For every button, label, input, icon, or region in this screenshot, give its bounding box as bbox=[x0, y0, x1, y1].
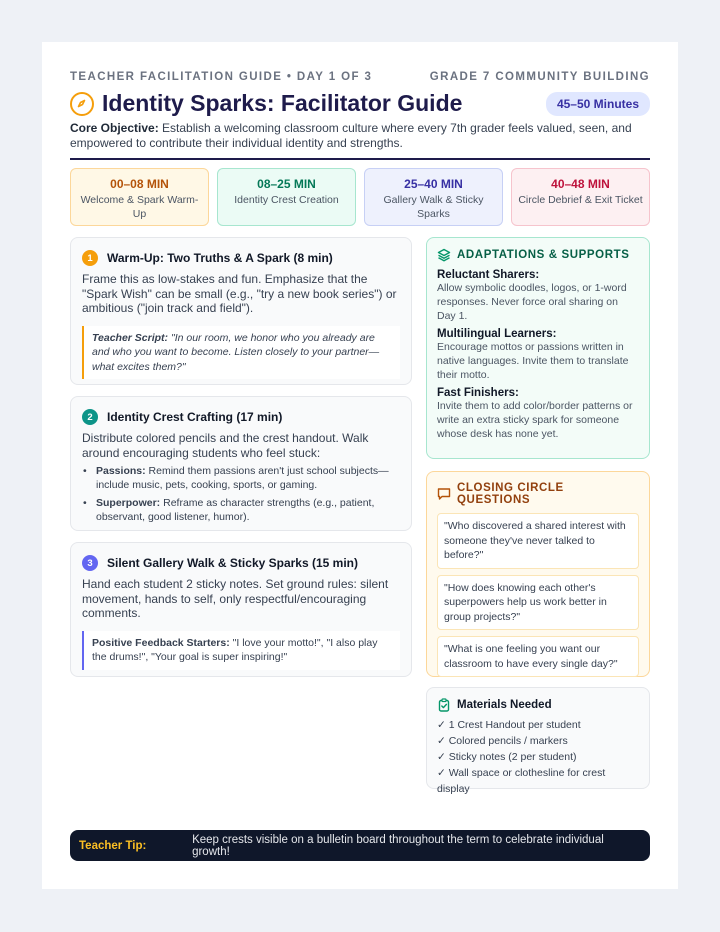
step-heading bbox=[82, 555, 400, 571]
tip-text: Keep crests visible on a bulletin board throughout the term to celebrate individual growth! bbox=[192, 833, 604, 858]
adaptations-heading bbox=[437, 248, 639, 262]
tips-list bbox=[82, 464, 400, 524]
script-label: Teacher Script: bbox=[92, 331, 169, 344]
adaptation-text: Invite them to add color/border patterns or write an extra sticky spark for someone whose desk has none yet. bbox=[437, 400, 633, 440]
closing-title: CLOSING CIRCLE QUESTIONS bbox=[457, 482, 564, 506]
step-heading bbox=[82, 250, 400, 266]
guide-page bbox=[42, 42, 678, 889]
phase-time: 40–48 MIN bbox=[551, 177, 610, 191]
step-description: Hand each student 2 sticky notes. Set ground rules: silent movement, hands to self, only respectful/encouraging comments. bbox=[82, 577, 389, 620]
closing-question: "How does knowing each other's superpowers help us work better in group projects?" bbox=[437, 575, 639, 631]
closing-heading bbox=[437, 482, 639, 506]
starter-text: "I love your motto!", "I also play the drums!", "Your goal is super inspiring!" bbox=[92, 636, 378, 663]
starter-label: Positive Feedback Starters: bbox=[92, 636, 230, 649]
step-title: Warm-Up: Two Truths & A Spark (8 min) bbox=[107, 251, 333, 265]
step-description: Frame this as low-stakes and fun. Emphasize that the "Spark Wish" can be small (e.g., "try a new book series") or ambitious ("join track and field"). bbox=[82, 272, 397, 315]
phase-time: 08–25 MIN bbox=[257, 177, 316, 191]
step-card-warmup bbox=[70, 237, 412, 385]
grade-label: GRADE 7 COMMUNITY BUILDING bbox=[429, 71, 650, 83]
step-title: Silent Gallery Walk & Sticky Sparks (15 min) bbox=[107, 556, 358, 570]
bullet-text: Reframe as character strengths (e.g., patient, observant, good listener, humor). bbox=[96, 497, 375, 523]
duration-badge: 45–50 Minutes bbox=[546, 92, 650, 116]
adaptation-text: Allow symbolic doodles, logos, or 1-word responses. Never force oral sharing on Day 1. bbox=[437, 282, 627, 322]
list-item: ✓ Colored pencils / markers bbox=[437, 735, 568, 747]
layers-icon bbox=[437, 248, 451, 262]
phase-label: Welcome & Spark Warm-Up bbox=[80, 194, 199, 220]
adaptations-title: ADAPTATIONS & SUPPORTS bbox=[457, 249, 630, 261]
materials-heading bbox=[437, 698, 639, 712]
list-item: ✓ 1 Crest Handout per student bbox=[437, 719, 581, 731]
clipboard-check-icon bbox=[437, 698, 451, 712]
phase-label: Circle Debrief & Exit Ticket bbox=[518, 194, 643, 206]
script-text: "In our room, we honor who you already are and who you want to become. Listen closely to your partner—what excites them?" bbox=[92, 331, 380, 373]
materials-panel bbox=[426, 687, 650, 795]
bullet-label: Superpower: bbox=[96, 497, 161, 509]
teacher-tip-bar bbox=[70, 830, 650, 861]
adaptation-title: Fast Finishers: bbox=[437, 387, 519, 399]
step-heading bbox=[82, 409, 400, 425]
step-card-crest bbox=[70, 396, 412, 531]
step-title: Identity Crest Crafting (17 min) bbox=[107, 410, 283, 424]
step-number-badge: 2 bbox=[82, 409, 98, 425]
phase-time: 00–08 MIN bbox=[110, 177, 169, 191]
list-item bbox=[82, 496, 400, 524]
phase-card-crest bbox=[217, 168, 356, 226]
step-number-badge: 3 bbox=[82, 555, 98, 571]
core-objective bbox=[70, 121, 650, 151]
tip-label: Teacher Tip: bbox=[79, 839, 147, 852]
list-item bbox=[82, 464, 400, 492]
bullet-label: Passions: bbox=[96, 465, 146, 477]
header-divider bbox=[70, 158, 650, 160]
step-description: Distribute colored pencils and the crest handout. Walk around encouraging students who feel stuck: bbox=[82, 431, 369, 460]
objective-label: Core Objective: bbox=[70, 121, 159, 135]
phase-card-gallery bbox=[364, 168, 503, 226]
closing-questions-panel bbox=[426, 471, 650, 677]
bullet-text: Remind them passions aren't just school subjects—include music, pets, cooking, sports, or gaming. bbox=[96, 465, 389, 491]
phase-label: Identity Crest Creation bbox=[234, 194, 339, 206]
phase-card-debrief bbox=[511, 168, 650, 226]
guide-label: TEACHER FACILITATION GUIDE • DAY 1 OF 3 bbox=[70, 71, 373, 83]
phase-card-warmup bbox=[70, 168, 209, 226]
page-title: Identity Sparks: Facilitator Guide bbox=[102, 90, 463, 116]
feedback-starters-callout bbox=[82, 631, 400, 670]
phase-timeline bbox=[70, 168, 650, 226]
compass-icon bbox=[70, 92, 94, 116]
objective-text: Establish a welcoming classroom culture where every 7th grader feels valued, seen, and empowered to contribute their individual identity and strengths. bbox=[70, 121, 632, 150]
speech-bubble-icon bbox=[437, 487, 451, 501]
closing-question: "Who discovered a shared interest with someone they've never talked to before?" bbox=[437, 513, 639, 569]
step-number-badge: 1 bbox=[82, 250, 98, 266]
list-item: ✓ Wall space or clothesline for crest display bbox=[437, 767, 606, 795]
adaptations-panel bbox=[426, 237, 650, 459]
step-card-gallery bbox=[70, 542, 412, 677]
adaptation-title: Multilingual Learners: bbox=[437, 328, 557, 340]
title-row bbox=[70, 90, 650, 117]
teacher-script-callout bbox=[82, 326, 400, 380]
adaptation-text: Encourage mottos or passions written in native languages. Invite them to translate their motto. bbox=[437, 341, 629, 381]
phase-time: 25–40 MIN bbox=[404, 177, 463, 191]
list-item: ✓ Sticky notes (2 per student) bbox=[437, 751, 577, 763]
adaptation-title: Reluctant Sharers: bbox=[437, 269, 540, 281]
closing-question: "What is one feeling you want our classroom to have every single day?" bbox=[437, 636, 639, 677]
materials-title: Materials Needed bbox=[457, 699, 552, 711]
header-meta bbox=[70, 71, 650, 83]
phase-label: Gallery Walk & Sticky Sparks bbox=[383, 194, 484, 220]
